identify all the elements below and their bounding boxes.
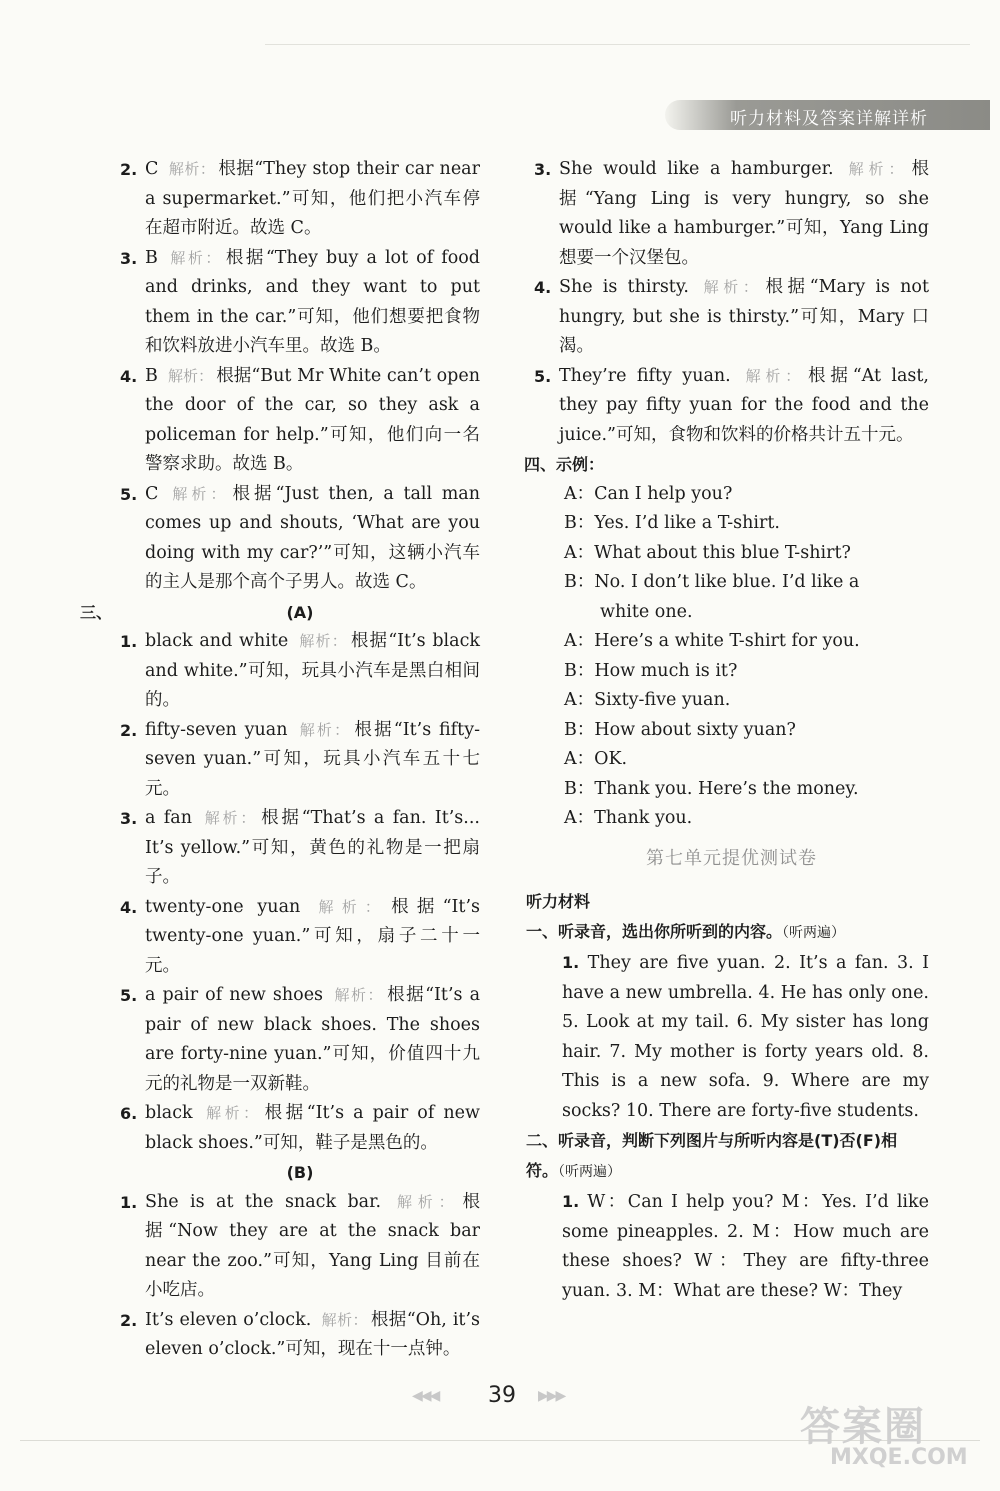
explanation-label: 解析： — [321, 1310, 368, 1329]
item-number: 5. — [120, 484, 138, 504]
item-number: 3. — [120, 248, 138, 268]
item-explanation: 根据“Yang Ling is very hungry, so she would like a hamburger.”可知，Yang Ling 想要一个汉堡包。 — [559, 159, 929, 268]
answer-item — [120, 804, 480, 893]
dialogue-line: B：How much is it? — [564, 660, 738, 681]
explanation-label: 解析： — [168, 484, 230, 503]
answer-item — [534, 155, 929, 273]
item-answer: a fan — [145, 808, 192, 828]
dialogue-line: B：No. I don’t like blue. I’d like a — [564, 572, 860, 592]
question-two-note: （听两遍） — [558, 1163, 622, 1180]
explanation-label: 解析： — [298, 632, 348, 650]
item-explanation: 根据“Now they are at the snack bar near the zoo.”可知，Yang Ling 目前在小吃店。 — [145, 1191, 480, 1300]
explanation-label: 解析： — [201, 809, 259, 827]
left-answer-list — [120, 155, 480, 598]
dialogue-line: B：How about sixty yuan? — [564, 719, 796, 740]
item-explanation: 根据“It’s a pair of new black shoes. The shoes are forty-nine yuan.”可知，价值四十九元的礼物是一双新鞋。 — [145, 985, 480, 1094]
subsection-a-label: (A) — [286, 602, 314, 622]
answer-item — [120, 244, 480, 362]
item-number: 1. — [120, 1192, 138, 1212]
explanation-label: 解析： — [310, 897, 389, 916]
dialogue-line: B：Thank you. Here’s the money. — [564, 778, 859, 799]
item-explanation: 根据“Oh, it’s eleven o’clock.”可知，现在十一点钟。 — [145, 1309, 480, 1359]
item-answer: B — [145, 365, 158, 386]
item-number: 3. — [120, 809, 138, 828]
item-answer: fifty-seven yuan — [145, 719, 288, 740]
item-answer: C — [145, 483, 159, 504]
explanation-label: 解析： — [297, 720, 352, 739]
explanation-label: 解析： — [698, 278, 763, 296]
item-number: 6. — [120, 1104, 138, 1123]
item-explanation: 根据“But Mr White can’t open the door of the car, so they ask a policeman for help.”可知，他们向一名警察求助。故选 B。 — [145, 365, 480, 474]
item-explanation: 根据“They stop their car near a supermarket.”可知，他们把小汽车停在超市附近。故选 C。 — [145, 159, 480, 238]
item-number: 4. — [120, 366, 138, 386]
question-one-transcript-text: They are five yuan. 2. It’s a fan. 3. I have a new umbrella. 4. He has only one. 5. Look at my tail. 6. My sister has long hair. 7. My mother is forty years old. 8. This is a new sofa. 9. Where are my socks? 10. There are forty-five students. — [562, 953, 929, 1121]
answer-item — [120, 155, 480, 244]
answer-item — [534, 273, 929, 362]
item-explanation: 根据“It’s twenty-one yuan.”可知，扇子二十一元。 — [145, 896, 480, 976]
previous-arrows-icon: ◀◀◀ — [412, 1388, 439, 1404]
dialogue-line: A：Sixty-five yuan. — [564, 690, 731, 710]
item-number: 2. — [120, 1310, 138, 1330]
answer-item — [120, 1099, 480, 1158]
item-number: 3. — [534, 160, 552, 179]
answer-item — [120, 627, 480, 716]
item-answer: a pair of new shoes — [145, 985, 324, 1005]
right-answer-list — [534, 155, 929, 450]
watermark-top: 答案圈 — [800, 1404, 926, 1450]
dialogue-line: A：Here’s a white T-shirt for you. — [564, 631, 860, 651]
item-answer: C — [145, 159, 159, 179]
item-answer: She is thirsty. — [559, 277, 689, 297]
unit-test-title: 第七单元提优测试卷 — [646, 847, 817, 869]
answer-item — [534, 362, 929, 451]
item-explanation: 根据“It’s black and white.”可知，玩具小汽车是黑白相间的。 — [145, 631, 480, 710]
item-number: 2. — [120, 720, 138, 740]
explanation-label: 解析： — [843, 160, 909, 178]
explanation-label: 解析： — [168, 160, 216, 178]
answer-item — [120, 362, 480, 480]
answer-item — [120, 1306, 480, 1365]
answer-item — [120, 480, 480, 598]
dialogue-line: A：What about this blue T-shirt? — [564, 542, 851, 563]
example-dialogue — [534, 480, 929, 834]
explanation-label: 解析： — [333, 986, 385, 1004]
answer-item — [120, 981, 480, 1099]
dialogue-line: A：Can I help you? — [564, 483, 733, 504]
top-rule — [265, 44, 970, 45]
answer-item — [120, 716, 480, 805]
section-three-marker: 三、 — [80, 602, 113, 622]
dialogue-line: white one. — [600, 601, 693, 622]
item-answer: She would like a hamburger. — [559, 159, 834, 179]
answer-item — [120, 893, 480, 982]
subsection-b-label: (B) — [286, 1163, 314, 1182]
right-column — [524, 155, 929, 1306]
question-two-text: 二、听录音，判断下列图片与所听内容是(T)否(F)相符。 — [526, 1131, 898, 1180]
item-explanation: 根据“That’s a fan. It’s... It’s yellow.”可知，黄色的礼物是一把扇子。 — [145, 808, 480, 887]
item-answer: twenty-one yuan — [145, 896, 301, 917]
item-answer: She is at the snack bar. — [145, 1191, 382, 1212]
dialogue-line: B：Yes. I’d like a T-shirt. — [564, 513, 780, 533]
dialogue-line: A：OK. — [564, 749, 628, 769]
item-number: 4. — [534, 278, 552, 297]
section-three-b-list — [120, 1188, 480, 1365]
question-one-text: 一、听录音，选出你所听到的内容。 — [526, 921, 783, 941]
explanation-label: 解析： — [167, 366, 214, 385]
section-three-a-list — [120, 627, 480, 1158]
question-two-transcript-text: W：Can I help you? M：Yes. I’d like some pineapples. 2. M：How much are these shoes? W：They are fifty-three yuan. 3. M：What are these? W：They — [562, 1192, 929, 1301]
section-three — [80, 598, 480, 628]
question-two-transcript: 1. W：Can I help you? M：Yes. I’d like some pineapples. 2. M：How much are these shoes? W：They are fifty-three yuan. 3. M：What are these? W：They — [562, 1192, 929, 1301]
item-explanation: 根据“Just then, a tall man comes up and shouts, ‘What are you doing with my car?’”可知，这辆小汽车的主人是那个高个子男人。故选 C。 — [145, 483, 480, 592]
explanation-label: 解析： — [202, 1104, 262, 1122]
explanation-label: 解析： — [391, 1192, 460, 1211]
item-number: 2. — [120, 160, 138, 179]
watermark-logo — [800, 1395, 968, 1470]
item-answer: It’s eleven o’clock. — [145, 1309, 312, 1330]
item-answer: black and white — [145, 631, 289, 651]
item-answer: B — [145, 247, 158, 268]
item-number: 5. — [120, 986, 138, 1005]
item-number: 5. — [534, 366, 552, 386]
header-banner-text: 听力材料及答案详解详析 — [730, 109, 928, 129]
item-explanation: 根据“It’s a pair of new black shoes.”可知，鞋子是黑色的。 — [145, 1103, 480, 1153]
item-explanation: 根据“It’s fifty-seven yuan.”可知，玩具小汽车五十七元。 — [145, 719, 480, 799]
question-two-heading — [526, 1126, 929, 1187]
question-one-note: （听两遍） — [782, 924, 846, 941]
header-banner — [665, 100, 990, 130]
item-number: 1. — [120, 632, 138, 651]
page-number: 39 — [488, 1383, 516, 1408]
item-answer: black — [145, 1103, 193, 1123]
item-explanation: 根据“At last, they pay fifty yuan for the food and the juice.”可知，食物和饮料的价格共计五十元。 — [559, 365, 929, 445]
question-one-heading — [526, 917, 929, 949]
next-arrows-icon: ▶▶▶ — [538, 1388, 565, 1404]
item-number: 4. — [120, 897, 138, 917]
left-column — [80, 155, 480, 1365]
page-navigation — [410, 1383, 610, 1415]
item-answer: They’re fifty yuan. — [559, 365, 731, 386]
watermark-bottom: MXQE.COM — [830, 1445, 968, 1470]
question-one-transcript: 1. They are five yuan. 2. It’s a fan. 3. I have a new umbrella. 4. He has only one. 5. Look at my tail. 6. My sister has long hair. 7. My mother is forty years old. 8. This is a new sofa. 9. Where are my socks? 10. There are forty-five students. — [562, 953, 929, 1121]
item-explanation: 根据“Mary is not hungry, but she is thirsty.”可知，Mary 口渴。 — [559, 277, 929, 356]
item-explanation: 根据“They buy a lot of food and drinks, and they want to put them in the car.”可知，他们想要把食物和饮料放进小汽车里。故选 B。 — [145, 247, 480, 356]
explanation-label: 解析： — [167, 248, 223, 267]
section-four-label: 四、示例： — [524, 455, 605, 474]
explanation-label: 解析： — [740, 366, 806, 385]
listening-materials-label: 听力材料 — [526, 892, 591, 911]
answer-item — [120, 1188, 480, 1306]
dialogue-line: A：Thank you. — [564, 808, 693, 828]
